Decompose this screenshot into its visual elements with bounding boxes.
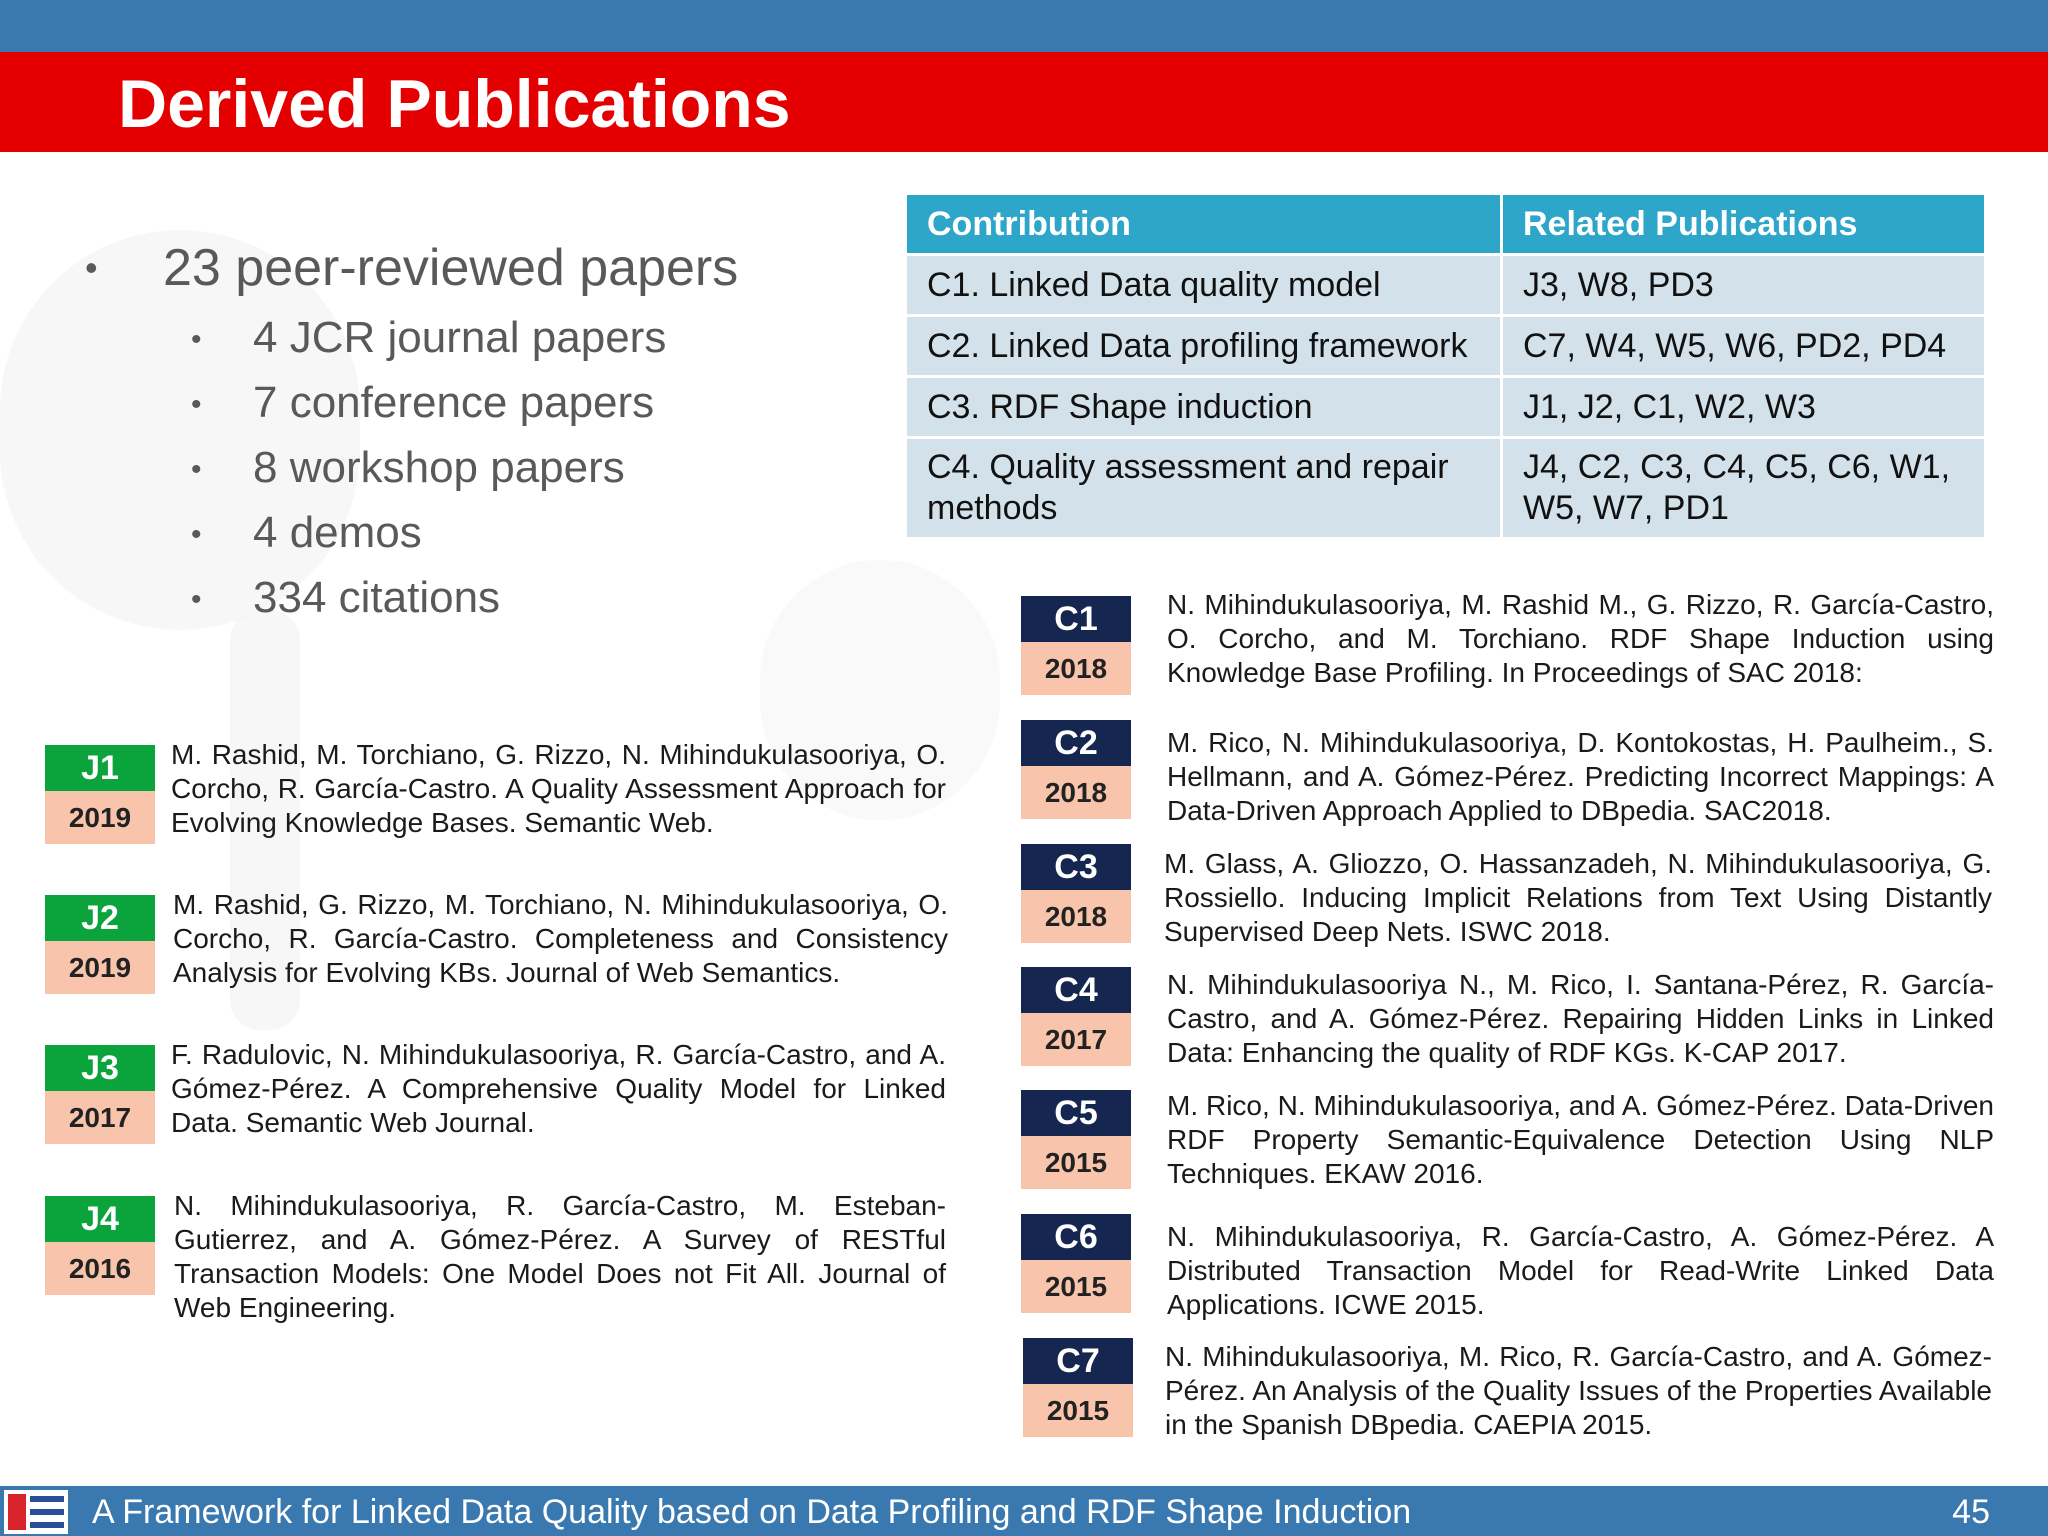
page-number: 45 — [1952, 1493, 1990, 1531]
journal-badge-j2 — [45, 895, 155, 994]
bullet-dot: • — [191, 388, 202, 421]
table-cell: C3. RDF Shape induction — [906, 377, 1502, 438]
badge-year: 2015 — [1023, 1384, 1133, 1437]
summary-item-text: 8 workshop papers — [253, 443, 625, 492]
contribution-table — [904, 192, 1987, 540]
badge-code: J1 — [45, 745, 155, 791]
badge-code: J4 — [45, 1196, 155, 1242]
conference-badge-c7 — [1023, 1338, 1133, 1437]
summary-item — [191, 507, 422, 559]
slide-title: Derived Publications — [118, 66, 791, 142]
journal-reference: F. Radulovic, N. Mihindukulasooriya, R. García-Castro, and A. Gómez-Pérez. A Comprehensive Quality Model for Linked Data. Semantic Web Journal. — [171, 1039, 946, 1138]
summary-main-text: 23 peer-reviewed papers — [163, 239, 739, 297]
conference-badge-c2 — [1021, 720, 1131, 819]
badge-year: 2018 — [1021, 766, 1131, 819]
summary-item-text: 7 conference papers — [253, 378, 655, 427]
summary-item-text: 4 demos — [253, 508, 422, 557]
journal-badge-j1 — [45, 745, 155, 844]
table-cell: J3, W8, PD3 — [1502, 255, 1986, 316]
badge-code: C6 — [1021, 1214, 1131, 1260]
summary-main — [85, 238, 739, 298]
table-header: Contribution — [906, 194, 1502, 255]
table-row — [906, 438, 1986, 539]
table-row — [906, 377, 1986, 438]
summary-item-text: 334 citations — [253, 573, 501, 622]
badge-code: J2 — [45, 895, 155, 941]
conference-reference: N. Mihindukulasooriya, R. García-Castro, A. Gómez-Pérez. A Distributed Transaction Model for Read-Write Linked Data Applications. ICWE 2015. — [1167, 1221, 1994, 1320]
journal-reference: M. Rashid, M. Torchiano, G. Rizzo, N. Mihindukulasooriya, O. Corcho, R. García-Castro. A Quality Assessment Approach for Evolving Knowledge Bases. Semantic Web. — [171, 739, 946, 838]
badge-year: 2015 — [1021, 1136, 1131, 1189]
journal-reference: M. Rashid, G. Rizzo, M. Torchiano, N. Mihindukulasooriya, O. Corcho, R. García-Castro. Completeness and Consistency Analysis for Evolving KBs. Journal of Web Semantics. — [173, 889, 948, 988]
table-cell: J4, C2, C3, C4, C5, C6, W1, W5, W7, PD1 — [1502, 438, 1986, 539]
conference-badge-c4 — [1021, 967, 1131, 1066]
badge-code: C2 — [1021, 720, 1131, 766]
badge-year: 2017 — [45, 1091, 155, 1144]
badge-code: C7 — [1023, 1338, 1133, 1384]
conference-reference: N. Mihindukulasooriya, M. Rashid M., G. Rizzo, R. García-Castro, O. Corcho, and M. Torchiano. RDF Shape Induction using Knowledge Base Profiling. In Proceedings of SAC 2018: — [1167, 589, 1994, 688]
conference-reference: N. Mihindukulasooriya, M. Rico, R. García-Castro, and A. Gómez-Pérez. An Analysis of the Quality Issues of the Properties Available in the Spanish DBpedia. CAEPIA 2015. — [1165, 1341, 1992, 1440]
footer-title: A Framework for Linked Data Quality based on Data Profiling and RDF Shape Induction — [92, 1493, 1412, 1531]
badge-code: C4 — [1021, 967, 1131, 1013]
summary-item — [191, 442, 625, 494]
bullet-dot: • — [191, 518, 202, 551]
summary-item — [191, 572, 501, 624]
conference-reference: N. Mihindukulasooriya N., M. Rico, I. Santana-Pérez, R. García-Castro, and A. Gómez-Pérez. Repairing Hidden Links in Linked Data: Enhancing the quality of RDF KGs. K-CAP 2017. — [1167, 969, 1994, 1068]
table-header: Related Publications — [1502, 194, 1986, 255]
badge-code: J3 — [45, 1045, 155, 1091]
badge-year: 2016 — [45, 1242, 155, 1295]
bullet-dot: • — [85, 247, 98, 288]
badge-code: C3 — [1021, 844, 1131, 890]
conference-reference: M. Glass, A. Gliozzo, O. Hassanzadeh, N. Mihindukulasooriya, G. Rossiello. Inducing Implicit Relations from Text Using Distantly Supervised Deep Nets. ISWC 2018. — [1164, 848, 1992, 947]
journal-reference: N. Mihindukulasooriya, R. García-Castro, M. Esteban-Gutierrez, and A. Gómez-Pérez. A Survey of RESTful Transaction Models: One Model Does not Fit All. Journal of Web Engineering. — [174, 1190, 946, 1323]
badge-year: 2018 — [1021, 642, 1131, 695]
bullet-dot: • — [191, 583, 202, 616]
bullet-dot: • — [191, 323, 202, 356]
conference-badge-c5 — [1021, 1090, 1131, 1189]
conference-badge-c1 — [1021, 596, 1131, 695]
summary-item — [191, 377, 655, 429]
summary-item — [191, 312, 667, 364]
badge-year: 2017 — [1021, 1013, 1131, 1066]
journal-badge-j3 — [45, 1045, 155, 1144]
conference-reference: M. Rico, N. Mihindukulasooriya, D. Kontokostas, H. Paulheim., S. Hellmann, and A. Gómez-Pérez. Predicting Incorrect Mappings: A Data-Driven Approach Applied to DBpedia. SAC2018. — [1167, 727, 1994, 826]
badge-year: 2018 — [1021, 890, 1131, 943]
table-row — [906, 255, 1986, 316]
table-cell: C4. Quality assessment and repair methods — [906, 438, 1502, 539]
table-cell: C7, W4, W5, W6, PD2, PD4 — [1502, 316, 1986, 377]
bullet-dot: • — [191, 453, 202, 486]
badge-code: C1 — [1021, 596, 1131, 642]
journal-badge-j4 — [45, 1196, 155, 1295]
table-cell: C2. Linked Data profiling framework — [906, 316, 1502, 377]
summary-item-text: 4 JCR journal papers — [253, 313, 667, 362]
badge-year: 2015 — [1021, 1260, 1131, 1313]
table-cell: J1, J2, C1, W2, W3 — [1502, 377, 1986, 438]
conference-reference: M. Rico, N. Mihindukulasooriya, and A. Gómez-Pérez. Data-Driven RDF Property Semantic-Equivalence Detection Using NLP Techniques. EKAW 2016. — [1167, 1090, 1994, 1189]
organization-logo — [4, 1490, 68, 1534]
badge-code: C5 — [1021, 1090, 1131, 1136]
conference-badge-c6 — [1021, 1214, 1131, 1313]
top-band — [0, 0, 2048, 52]
table-row — [906, 316, 1986, 377]
badge-year: 2019 — [45, 941, 155, 994]
conference-badge-c3 — [1021, 844, 1131, 943]
badge-year: 2019 — [45, 791, 155, 844]
table-header-row — [906, 194, 1986, 255]
table-cell: C1. Linked Data quality model — [906, 255, 1502, 316]
